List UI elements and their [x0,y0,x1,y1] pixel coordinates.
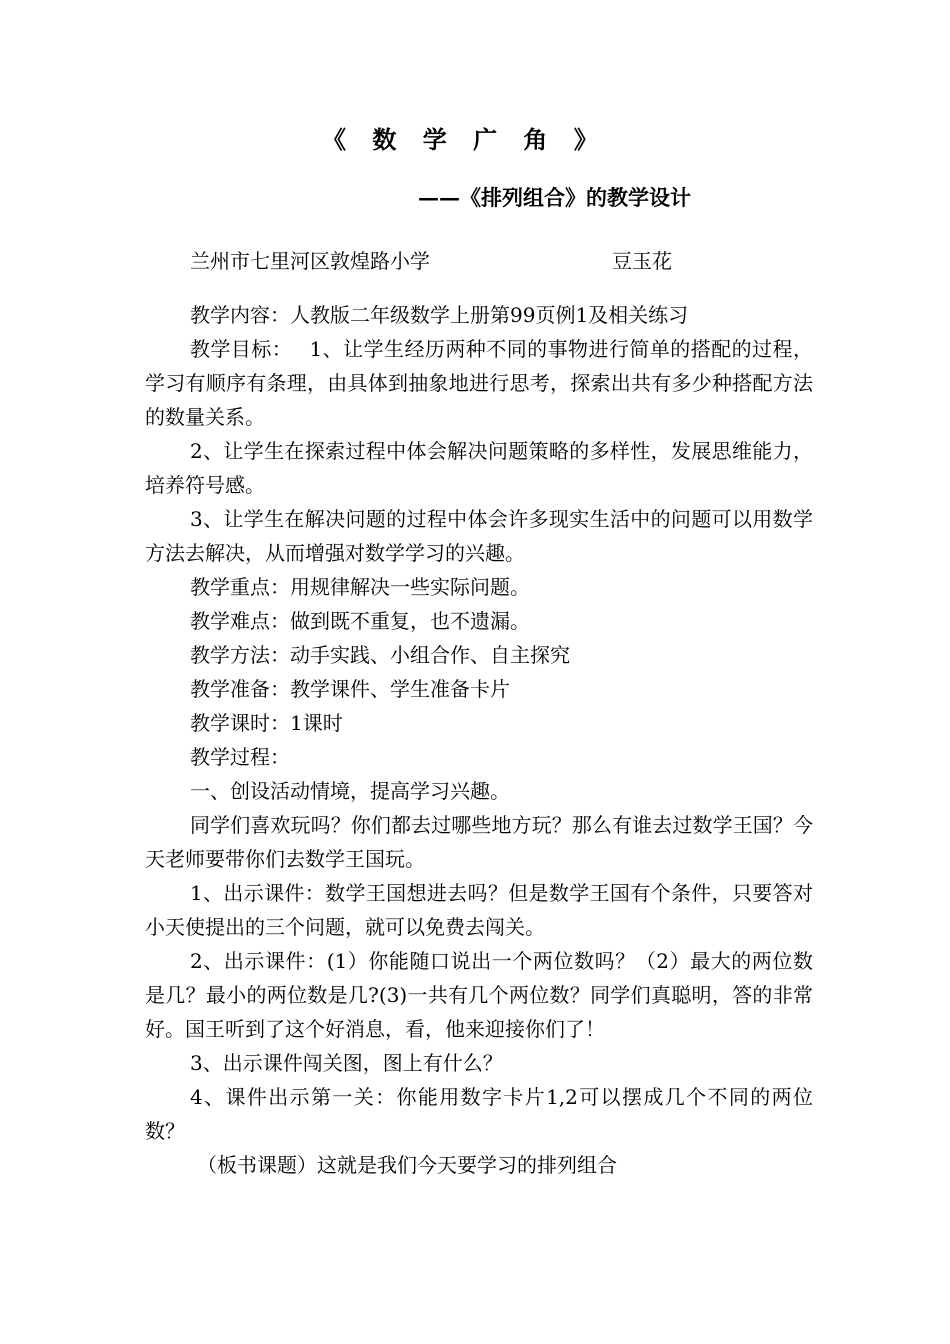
teaching-hours: 教学课时：1课时 [190,711,343,735]
document-title: 《 数 学 广 角 》 [322,125,607,154]
board-topic: （板书课题）这就是我们今天要学习的排列组合 [197,1153,617,1177]
teaching-method: 教学方法：动手实践、小组合作、自主探究 [190,643,570,667]
teaching-goal-1: 教学目标： 1、让学生经历两种不同的事物进行简单的搭配的过程，学习有顺序有条理，由具体到抽象地进行思考，探索出共有多少种搭配方法的数量关系。 [145,337,813,429]
step-2: 2、出示课件：(1）你能随口说出一个两位数吗？（2）最大的两位数是几？最小的两位数是几?(3)一共有几个两位数？同学们真聪明，答的非常好。国王听到了这个好消息，看，他来迎接你们了！ [145,949,813,1041]
teaching-preparation: 教学准备：教学课件、学生准备卡片 [190,677,510,701]
document-body [145,298,813,1182]
step-3: 3、出示课件闯关图，图上有什么？ [190,1051,503,1075]
teaching-difficulty: 教学难点：做到既不重复，也不遗漏。 [190,609,530,633]
document-subtitle: ——《排列组合》的教学设计 [418,185,691,210]
teaching-content: 教学内容：人教版二年级数学上册第99页例1及相关练习 [190,303,689,327]
teaching-key-point: 教学重点：用规律解决一些实际问题。 [190,575,530,599]
author-name: 豆玉花 [612,249,672,273]
school-name: 兰州市七里河区敦煌路小学 [190,249,430,273]
intro-paragraph: 同学们喜欢玩吗？你们都去过哪些地方玩？那么有谁去过数学王国？今天老师要带你们去数学王国玩。 [145,813,813,871]
teaching-goal-2: 2、让学生在探索过程中体会解决问题策略的多样性，发展思维能力，培养符号感。 [145,439,813,497]
teaching-goal-3: 3、让学生在解决问题的过程中体会许多现实生活中的问题可以用数学方法去解决，从而增强对数学学习的兴趣。 [145,507,813,565]
section-heading-1: 一、创设活动情境，提高学习兴趣。 [190,779,510,803]
step-1: 1、出示课件：数学王国想进去吗？但是数学王国有个条件，只要答对小天使提出的三个问题，就可以免费去闯关。 [145,881,813,939]
teaching-process-heading: 教学过程： [190,745,290,769]
step-4: 4、课件出示第一关：你能用数字卡片1,2可以摆成几个不同的两位数？ [145,1085,813,1143]
